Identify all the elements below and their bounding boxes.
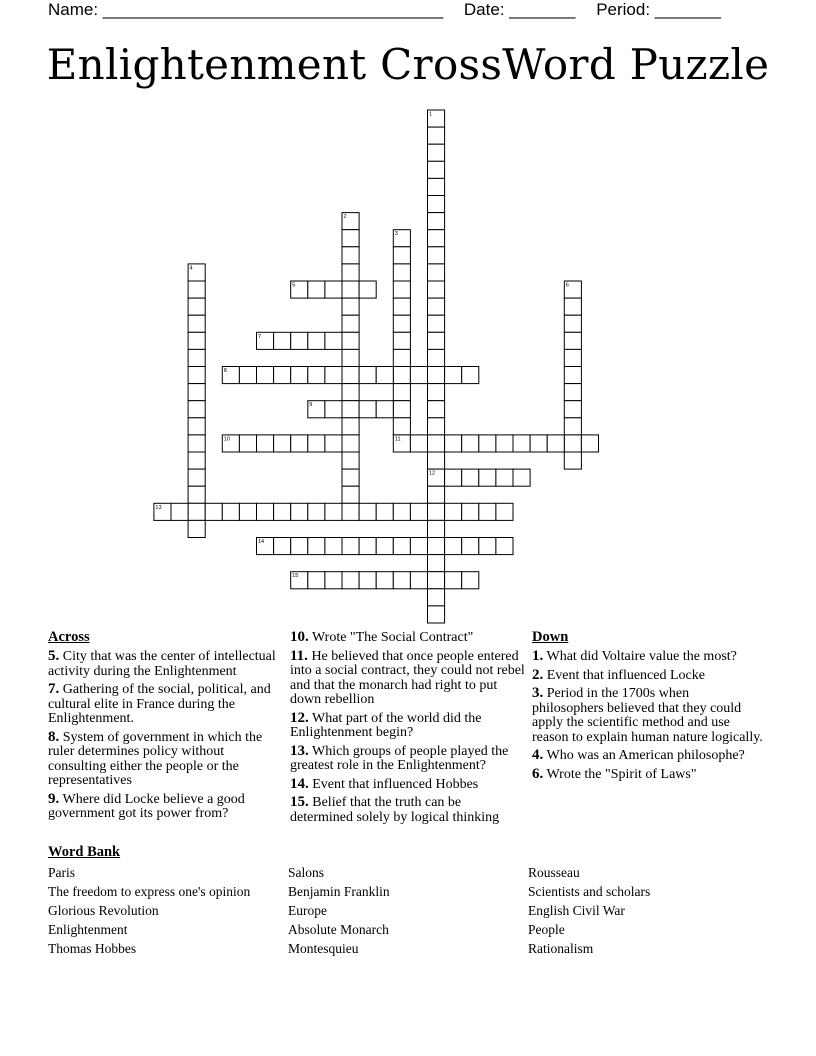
grid-cell[interactable] <box>581 435 598 452</box>
clue-text: Wrote "The Social Contract" <box>308 630 474 645</box>
grid-cell[interactable] <box>393 384 410 401</box>
period-field-label[interactable]: Period: _______ <box>596 0 721 19</box>
grid-cell[interactable] <box>359 401 376 418</box>
grid-cell[interactable] <box>342 401 359 418</box>
grid-cell[interactable] <box>410 435 427 452</box>
grid-cell[interactable] <box>291 503 308 520</box>
grid-cell[interactable] <box>428 213 445 230</box>
word-bank-item: Thomas Hobbes <box>48 941 137 956</box>
grid-cell[interactable] <box>410 572 427 589</box>
clue-number: 6. <box>532 765 544 782</box>
down-clues <box>532 628 764 785</box>
grid-cell[interactable] <box>325 281 342 298</box>
word-bank-item: Scientists and scholars <box>528 884 651 899</box>
cell-number-6: 6 <box>565 282 569 289</box>
grid-cell[interactable] <box>342 315 359 332</box>
grid-cell[interactable] <box>188 469 205 486</box>
grid-cell[interactable] <box>342 418 359 435</box>
grid-cell[interactable] <box>188 520 205 537</box>
grid-cell[interactable] <box>342 332 359 349</box>
clue-number: 8. <box>48 728 60 745</box>
clue-across-14 <box>290 777 526 793</box>
grid-cell[interactable] <box>479 538 496 555</box>
grid-cell[interactable] <box>428 298 445 315</box>
page-title: Enlightenment CrossWord Puzzle <box>46 40 770 89</box>
word-bank-column-3 <box>528 863 650 958</box>
grid-cell[interactable] <box>564 435 581 452</box>
grid-cell[interactable] <box>428 418 445 435</box>
grid-cell[interactable] <box>359 572 376 589</box>
grid-cell[interactable] <box>342 230 359 247</box>
grid-cell[interactable] <box>222 503 239 520</box>
grid-cell[interactable] <box>325 572 342 589</box>
grid-cell[interactable] <box>342 349 359 366</box>
grid-cell[interactable] <box>359 503 376 520</box>
grid-cell[interactable] <box>428 435 445 452</box>
word-bank-item: Paris <box>48 865 75 880</box>
grid-cell[interactable] <box>274 367 291 384</box>
clue-text: He believed that once people entered into a social contract, they could not rebel and that the monarch had right to put down rebellion <box>290 648 525 707</box>
cell-number-11: 11 <box>394 436 401 443</box>
word-bank-item: Enlightenment <box>48 922 128 937</box>
cell-number-10: 10 <box>223 436 230 443</box>
grid-cell[interactable] <box>308 503 325 520</box>
grid-cell[interactable] <box>239 367 256 384</box>
clue-text: City that was the center of intellectual activity during the Enlightenment <box>48 649 276 679</box>
grid-cell[interactable] <box>325 435 342 452</box>
clue-text: Belief that the truth can be determined solely by logical thinking <box>290 795 500 825</box>
grid-cell[interactable] <box>188 332 205 349</box>
grid-cell[interactable] <box>188 486 205 503</box>
grid-cell[interactable] <box>393 332 410 349</box>
word-bank-item: Glorious Revolution <box>48 903 159 918</box>
grid-cell[interactable] <box>342 538 359 555</box>
grid-cell[interactable] <box>188 315 205 332</box>
clue-text: Event that influenced Hobbes <box>308 776 479 792</box>
grid-cell[interactable] <box>188 298 205 315</box>
grid-cell[interactable] <box>564 367 581 384</box>
clue-across-7 <box>48 682 280 727</box>
clue-number: 11. <box>290 647 308 664</box>
clue-across-13 <box>290 744 526 774</box>
grid-cell[interactable] <box>564 384 581 401</box>
grid-cell[interactable] <box>188 452 205 469</box>
grid-cell[interactable] <box>428 486 445 503</box>
word-bank-item: Absolute Monarch <box>288 922 389 937</box>
clue-number: 5. <box>48 648 60 664</box>
grid-cell[interactable] <box>393 538 410 555</box>
grid-cell[interactable] <box>257 503 274 520</box>
grid-cell[interactable] <box>274 503 291 520</box>
grid-cell[interactable] <box>359 538 376 555</box>
cell-number-4: 4 <box>189 265 193 272</box>
grid-cell[interactable] <box>445 367 462 384</box>
grid-cell[interactable] <box>428 349 445 366</box>
grid-cell[interactable] <box>410 503 427 520</box>
grid-cell[interactable] <box>428 555 445 572</box>
grid-cell[interactable] <box>428 401 445 418</box>
cell-number-14: 14 <box>258 539 265 545</box>
grid-cell[interactable] <box>342 572 359 589</box>
grid-cell[interactable] <box>325 503 342 520</box>
grid-cell[interactable] <box>496 435 513 452</box>
grid-cell[interactable] <box>188 367 205 384</box>
grid-cell[interactable] <box>342 264 359 281</box>
grid-cell[interactable] <box>393 349 410 366</box>
grid-cell[interactable] <box>308 435 325 452</box>
grid-cell[interactable] <box>462 435 479 452</box>
grid-cell[interactable] <box>376 367 393 384</box>
clue-down-6 <box>532 767 764 783</box>
grid-cell[interactable] <box>393 281 410 298</box>
grid-cell[interactable] <box>428 230 445 247</box>
grid-cell[interactable] <box>342 503 359 520</box>
cell-number-9: 9 <box>309 402 313 409</box>
clue-across-11 <box>290 649 526 708</box>
grid-cell[interactable] <box>513 435 530 452</box>
clue-text: Who was an American philosophe? <box>543 748 745 763</box>
grid-cell[interactable] <box>393 264 410 281</box>
grid-cell[interactable] <box>325 401 342 418</box>
clue-text: System of government in which the ruler determines policy without consulting either the people or the representatives <box>48 729 263 788</box>
grid-cell[interactable] <box>564 401 581 418</box>
word-bank-item: Benjamin Franklin <box>288 884 390 899</box>
grid-cell[interactable] <box>342 367 359 384</box>
clue-number: 1. <box>532 648 544 664</box>
grid-cell[interactable] <box>274 538 291 555</box>
clue-text: What did Voltaire value the most? <box>543 649 737 664</box>
grid-cell[interactable] <box>564 418 581 435</box>
grid-cell[interactable] <box>547 435 564 452</box>
grid-cell[interactable] <box>479 503 496 520</box>
grid-cell[interactable] <box>291 332 308 349</box>
grid-cell[interactable] <box>342 281 359 298</box>
grid-cell[interactable] <box>428 247 445 264</box>
grid-cell[interactable] <box>428 332 445 349</box>
grid-cell[interactable] <box>239 503 256 520</box>
clue-text: Wrote the "Spirit of Laws" <box>543 766 697 782</box>
grid-cell[interactable] <box>359 281 376 298</box>
grid-cell[interactable] <box>428 144 445 161</box>
grid-cell[interactable] <box>342 298 359 315</box>
grid-cell[interactable] <box>564 452 581 469</box>
word-bank-item: Salons <box>288 865 325 880</box>
cell-number-7: 7 <box>258 333 262 340</box>
clue-down-1 <box>532 649 764 665</box>
grid-cell[interactable] <box>291 538 308 555</box>
grid-cell[interactable] <box>274 332 291 349</box>
grid-cell[interactable] <box>342 384 359 401</box>
grid-cell[interactable] <box>274 435 291 452</box>
grid-cell[interactable] <box>188 503 205 520</box>
grid-cell[interactable] <box>393 418 410 435</box>
grid-cell[interactable] <box>428 281 445 298</box>
cell-number-2: 2 <box>343 214 347 221</box>
grid-cell[interactable] <box>428 127 445 144</box>
clue-number: 9. <box>48 790 60 807</box>
grid-cell[interactable] <box>462 367 479 384</box>
grid-cell[interactable] <box>393 401 410 418</box>
grid-cell[interactable] <box>530 435 547 452</box>
grid-cell[interactable] <box>342 486 359 503</box>
clue-across-12 <box>290 711 526 741</box>
grid-cell[interactable] <box>462 572 479 589</box>
clue-number: 14. <box>290 775 309 792</box>
grid-cell[interactable] <box>496 503 513 520</box>
grid-cell[interactable] <box>428 384 445 401</box>
word-bank-column-2 <box>288 863 390 958</box>
clue-number: 10. <box>290 629 309 645</box>
grid-cell[interactable] <box>342 247 359 264</box>
grid-cell[interactable] <box>257 435 274 452</box>
grid-cell[interactable] <box>376 572 393 589</box>
grid-cell[interactable] <box>428 178 445 195</box>
grid-cell[interactable] <box>428 264 445 281</box>
word-bank-item: The freedom to express one's opinion <box>48 884 251 899</box>
across-clues-col1 <box>48 628 280 825</box>
grid-cell[interactable] <box>393 247 410 264</box>
date-field-label[interactable]: Date: _______ <box>463 0 576 19</box>
clue-number: 3. <box>532 685 544 701</box>
clue-across-5 <box>48 649 280 679</box>
grid-cell[interactable] <box>205 503 222 520</box>
grid-cell[interactable] <box>393 503 410 520</box>
grid-cell[interactable] <box>376 401 393 418</box>
grid-cell[interactable] <box>445 503 462 520</box>
clue-number: 7. <box>48 681 60 697</box>
word-bank-heading: Word Bank <box>48 844 121 860</box>
cell-number-13: 13 <box>155 504 162 511</box>
grid-cell[interactable] <box>428 196 445 213</box>
grid-cell[interactable] <box>188 384 205 401</box>
grid-cell[interactable] <box>428 520 445 537</box>
word-bank-item: Rousseau <box>528 865 580 880</box>
grid-cell[interactable] <box>428 367 445 384</box>
grid-cell[interactable] <box>410 367 427 384</box>
grid-cell[interactable] <box>188 401 205 418</box>
grid-cell[interactable] <box>428 538 445 555</box>
grid-cell[interactable] <box>445 469 462 486</box>
clue-number: 15. <box>290 794 309 810</box>
grid-cell[interactable] <box>342 435 359 452</box>
grid-cell[interactable] <box>428 315 445 332</box>
clue-number: 4. <box>532 747 544 763</box>
clue-number: 13. <box>290 742 309 759</box>
grid-cell[interactable] <box>410 538 427 555</box>
word-bank-item: People <box>528 922 565 937</box>
grid-cell[interactable] <box>342 469 359 486</box>
clue-across-10 <box>290 630 526 646</box>
grid-cell[interactable] <box>462 503 479 520</box>
clue-across-8 <box>48 730 280 789</box>
clue-down-4 <box>532 748 764 764</box>
grid-cell[interactable] <box>564 349 581 366</box>
grid-cell[interactable] <box>428 503 445 520</box>
grid-cell[interactable] <box>428 452 445 469</box>
grid-cell[interactable] <box>188 418 205 435</box>
clue-text: Where did Locke believe a good government got its power from? <box>48 791 245 821</box>
grid-cell[interactable] <box>325 538 342 555</box>
name-field-label[interactable]: Name: ____________________________________ <box>48 0 444 19</box>
cell-number-15: 15 <box>292 573 299 580</box>
grid-cell[interactable] <box>428 606 445 623</box>
grid-cell[interactable] <box>479 435 496 452</box>
grid-cell[interactable] <box>325 332 342 349</box>
cell-number-5: 5 <box>292 282 296 289</box>
clue-text: Which groups of people played the greatest role in the Enlightenment? <box>290 743 509 773</box>
grid-cell[interactable] <box>308 367 325 384</box>
grid-cell[interactable] <box>428 589 445 606</box>
cell-number-12: 12 <box>429 470 436 477</box>
grid-cell[interactable] <box>428 572 445 589</box>
cell-number-1: 1 <box>429 111 433 118</box>
clue-text: Event that influenced Locke <box>543 667 705 683</box>
grid-cell[interactable] <box>308 332 325 349</box>
grid-cell[interactable] <box>359 367 376 384</box>
word-bank-column-1 <box>48 863 250 958</box>
grid-cell[interactable] <box>291 367 308 384</box>
grid-cell[interactable] <box>188 281 205 298</box>
grid-cell[interactable] <box>479 469 496 486</box>
cell-number-8: 8 <box>223 368 227 374</box>
grid-cell[interactable] <box>496 469 513 486</box>
grid-cell[interactable] <box>308 281 325 298</box>
grid-cell[interactable] <box>393 298 410 315</box>
grid-cell[interactable] <box>376 538 393 555</box>
word-bank-item: English Civil War <box>528 903 625 918</box>
grid-cell[interactable] <box>342 452 359 469</box>
grid-cell[interactable] <box>564 315 581 332</box>
cell-number-3: 3 <box>394 231 398 238</box>
grid-cell[interactable] <box>393 315 410 332</box>
grid-cell[interactable] <box>393 367 410 384</box>
across-heading: Across <box>48 629 90 645</box>
clue-text: Gathering of the social, political, and cultural elite in France during the Enlightenment. <box>48 682 271 726</box>
grid-cell[interactable] <box>188 349 205 366</box>
grid-cell[interactable] <box>171 503 188 520</box>
clue-down-2 <box>532 668 764 684</box>
clue-across-9 <box>48 792 280 822</box>
grid-cell[interactable] <box>462 469 479 486</box>
word-bank-item: Montesquieu <box>288 941 359 956</box>
grid-cell[interactable] <box>428 161 445 178</box>
grid-cell[interactable] <box>564 332 581 349</box>
grid-cell[interactable] <box>239 435 256 452</box>
clue-number: 12. <box>290 709 309 726</box>
grid-cell[interactable] <box>393 572 410 589</box>
down-heading: Down <box>532 629 569 645</box>
word-bank-item: Europe <box>288 903 327 918</box>
grid-cell[interactable] <box>188 435 205 452</box>
grid-cell[interactable] <box>308 572 325 589</box>
grid-cell[interactable] <box>445 435 462 452</box>
grid-cell[interactable] <box>445 538 462 555</box>
grid-cell[interactable] <box>257 367 274 384</box>
grid-cell[interactable] <box>308 538 325 555</box>
grid-cell[interactable] <box>445 572 462 589</box>
clue-text: Period in the 1700s when philosophers believed that they could apply the scientific method and use reason to explain human nature logically. <box>532 686 763 745</box>
clue-across-15 <box>290 795 526 825</box>
grid-cell[interactable] <box>564 298 581 315</box>
grid-cell[interactable] <box>291 435 308 452</box>
word-bank-item: Rationalism <box>528 941 594 956</box>
grid-cell[interactable] <box>513 469 530 486</box>
grid-cell[interactable] <box>376 503 393 520</box>
clue-number: 2. <box>532 666 544 683</box>
clue-down-3 <box>532 686 764 745</box>
grid-cell[interactable] <box>496 538 513 555</box>
clue-text: What part of the world did the Enlightenment begin? <box>290 710 482 740</box>
across-clues-col2 <box>290 630 526 828</box>
grid-cell[interactable] <box>462 538 479 555</box>
grid-cell[interactable] <box>325 367 342 384</box>
